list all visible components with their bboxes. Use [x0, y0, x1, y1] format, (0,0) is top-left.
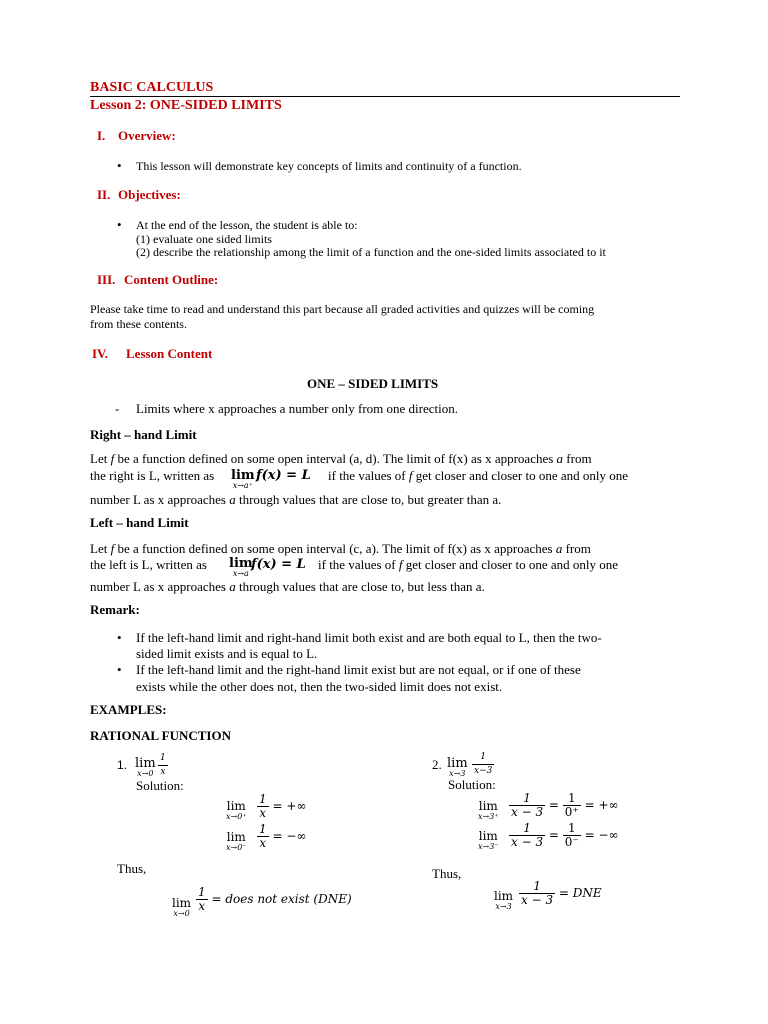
course-title: BASIC CALCULUS	[90, 80, 214, 95]
one-sided-definition: Limits where x approaches a number only from one direction.	[136, 401, 459, 416]
section-num-lesson-content: IV.	[92, 346, 109, 361]
right-hand-line2-b: if the values of f get closer and closer to one and only one	[328, 468, 629, 483]
example2-solution-label: Solution:	[448, 777, 496, 792]
section-num-overview: I.	[97, 128, 106, 143]
example1-solution-label: Solution:	[136, 778, 184, 793]
right-hand-lim: lim x→a⁺	[231, 468, 255, 490]
examples-heading: EXAMPLES:	[90, 702, 167, 717]
lesson-title: Lesson 2: ONE-SIDED LIMITS	[90, 98, 282, 113]
example2-number: 2.	[432, 757, 442, 772]
example2-lim: lim x→3	[447, 756, 468, 778]
right-hand-line1: Let f be a function defined on some open interval (a, d). The limit of f(x) as x approaches a from	[90, 451, 592, 466]
example1-number: 1.	[117, 758, 128, 772]
example1-conclusion-lim: lim x→0	[172, 896, 192, 918]
remark-b1-l2: sided limit exists and is equal to L.	[136, 646, 318, 661]
remark-b1-l1: If the left-hand limit and right-hand limit both exist and are both equal to L, then the two-	[136, 630, 602, 645]
overview-text: This lesson will demonstrate key concepts of limits and continuity of a function.	[136, 159, 522, 173]
bullet-icon: •	[117, 158, 122, 173]
section-num-content-outline: III.	[97, 272, 116, 287]
example2-thus: Thus,	[432, 866, 462, 881]
section-title-overview: Overview:	[118, 128, 176, 143]
bullet-icon: •	[117, 662, 122, 677]
title-rule	[90, 96, 680, 97]
example2-step2-eq: $\frac{1}{x - 3}$ = $\frac{1}{0^-}$ = −∞	[511, 821, 619, 849]
left-hand-line2-b: if the values of f get closer and closer to one and only one	[318, 557, 619, 572]
bullet-icon: •	[117, 630, 122, 645]
example1-step1-lim: lim x→0⁺	[226, 799, 247, 821]
example1-lim: lim x→0	[135, 756, 156, 778]
content-outline-line: from these contents.	[90, 317, 187, 331]
example2-conclusion-lim: lim x→3	[494, 889, 514, 911]
objectives-line: (1) evaluate one sided limits	[136, 232, 272, 246]
remark-b2-l1: If the left-hand limit and the right-hand limit exist but are not equal, or if one of these	[136, 662, 581, 677]
dash-marker: -	[115, 401, 120, 416]
example1-fraction: $\frac{1}{x}$	[160, 753, 166, 777]
example2-conclusion-eq: $\frac{1}{x - 3}$ = DNE	[521, 879, 602, 907]
left-hand-expr: f(x) = L	[251, 557, 306, 572]
bullet-icon: •	[117, 217, 122, 232]
remark-b2-l2: exists while the other does not, then the two-sided limit does not exist.	[136, 679, 503, 694]
rational-function-heading: RATIONAL FUNCTION	[90, 728, 231, 743]
section-title-objectives: Objectives:	[118, 187, 181, 202]
left-hand-line3: number L as x approaches a through values that are close to, but less than a.	[90, 579, 485, 594]
left-hand-line1: Let f be a function defined on some open interval (c, a). The limit of f(x) as x approaches a from	[90, 541, 591, 556]
example1-step2-lim: lim x→0⁻	[226, 830, 247, 852]
example1-step1-eq: $\frac{1}{x}$ = +∞	[259, 792, 307, 820]
example1-step2-eq: $\frac{1}{x}$ = −∞	[259, 822, 307, 850]
remark-heading: Remark:	[90, 602, 140, 617]
left-hand-line2-a: the left is L, written as	[90, 557, 207, 572]
section-title-content-outline: Content Outline:	[124, 272, 219, 287]
objectives-line: At the end of the lesson, the student is able to:	[136, 218, 358, 232]
one-sided-heading: ONE – SIDED LIMITS	[307, 376, 439, 391]
left-hand-heading: Left – hand Limit	[90, 515, 189, 530]
section-num-objectives: II.	[97, 187, 111, 202]
example2-step1-lim: lim x→3⁺	[478, 799, 499, 821]
example2-fraction: $\frac{1}{x-3}$	[474, 752, 493, 776]
example1-conclusion-eq: $\frac{1}{x}$ = does not exist (DNE)	[198, 885, 352, 913]
right-hand-line3: number L as x approaches a through values that are close to, but greater than a.	[90, 492, 502, 507]
section-title-lesson-content: Lesson Content	[126, 346, 213, 361]
objectives-line: (2) describe the relationship among the limit of a function and the one-sided limits associated to it	[136, 245, 606, 259]
example2-step1-eq: $\frac{1}{x - 3}$ = $\frac{1}{0^+}$ = +∞	[511, 791, 619, 819]
right-hand-line2-a: the right is L, written as	[90, 468, 215, 483]
example2-step2-lim: lim x→3⁻	[478, 829, 499, 851]
right-hand-expr: f(x) = L	[256, 468, 311, 483]
content-outline-line: Please take time to read and understand this part because all graded activities and quizzes will be coming	[90, 302, 595, 316]
example1-thus: Thus,	[117, 861, 147, 876]
right-hand-heading: Right – hand Limit	[90, 427, 197, 442]
left-hand-lim: lim x→a	[229, 556, 253, 578]
